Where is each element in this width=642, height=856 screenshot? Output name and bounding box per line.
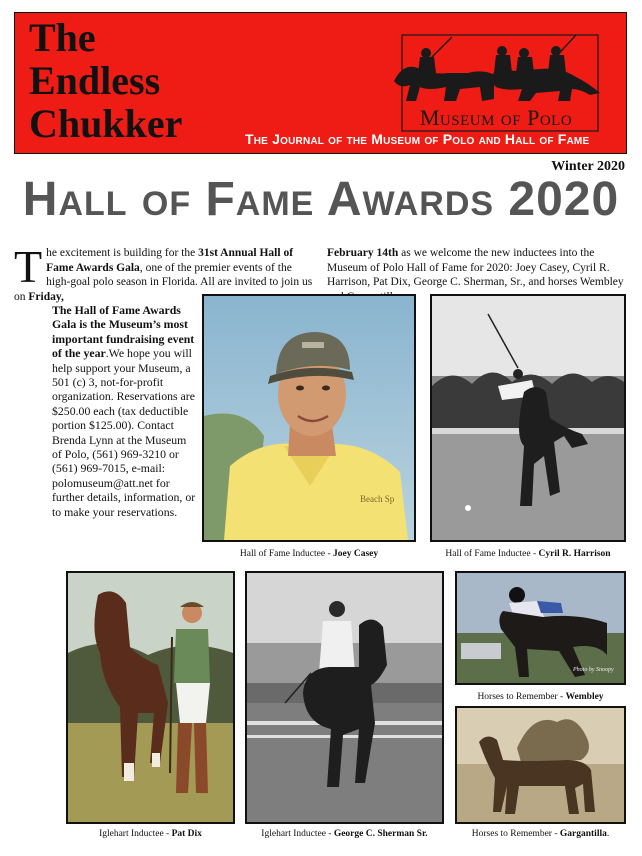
- caption-suffix: .: [606, 829, 610, 839]
- logo-text: Museum of Polo: [419, 105, 573, 130]
- masthead-subtitle: The Journal of the Museum of Polo and Hall of Fame: [245, 131, 590, 147]
- journal-title-line-3: Chukker: [29, 101, 183, 146]
- caption-george-sherman: [245, 829, 444, 839]
- caption-name: Cyril R. Harrison: [538, 549, 611, 559]
- photo-pat-dix: [66, 571, 235, 824]
- caption-gargantilla: [455, 829, 626, 839]
- issue-date: Winter 2020: [551, 159, 625, 174]
- photo-george-sherman: [245, 571, 444, 824]
- photo-cyril-harrison: [430, 294, 626, 542]
- headline: Hall of Fame Awards 2020: [22, 173, 620, 226]
- intro-text-a: he excitement is building for the: [46, 247, 199, 259]
- intro-day: Friday,: [28, 290, 64, 303]
- caption-prefix: Horses to Remember -: [477, 692, 566, 702]
- gala-info-text: .We hope you will help support your Museum, a 501 (c) 3, not-for-profit organization. Reservations are $250.00 each (tax deductible portion $125.00). Contact Brenda Lynn at the Museum of Polo, (561) 969-3210 or (561) 969-7015, e-mail: polomuseum@att.net for further details, information, or to make your reservations.: [52, 346, 196, 519]
- masthead: [14, 12, 627, 154]
- caption-name: George C. Sherman Sr.: [333, 829, 428, 839]
- gala-info: [52, 303, 198, 519]
- caption-joey-casey: [202, 549, 416, 559]
- intro-text-b: , one of the premier events of the high-goal polo season in Florida. All are invited to join us on: [14, 261, 313, 303]
- shirt-logo-text: Beach Sp: [360, 494, 395, 504]
- photo-credit: Photo by Snoopy: [573, 667, 614, 673]
- journal-title: [29, 16, 182, 145]
- caption-pat-dix: [66, 829, 235, 839]
- caption-wembley: [455, 692, 626, 702]
- caption-prefix: Hall of Fame Inductee -: [239, 549, 333, 559]
- caption-prefix: Iglehart Inductee -: [261, 829, 334, 839]
- caption-name: Joey Casey: [333, 549, 379, 559]
- caption-prefix: Hall of Fame Inductee -: [445, 549, 539, 559]
- museum-of-polo-logo: [390, 29, 600, 135]
- caption-prefix: Horses to Remember -: [471, 829, 560, 839]
- caption-prefix: Iglehart Inductee -: [99, 829, 172, 839]
- photo-gargantilla: [455, 706, 626, 824]
- drop-cap: T: [14, 241, 43, 292]
- intro-text-c: as we welcome the new inductees into the Museum of Polo Hall of Fame for 2020: Joey Casey, Cyril R. Harrison, Pat Dix, George C. Sherman, Sr., and horses Wembley: [327, 247, 624, 288]
- journal-title-line-2: Endless: [29, 58, 161, 103]
- caption-name: Gargantilla: [559, 829, 607, 839]
- caption-name: Wembley: [565, 692, 604, 702]
- gala-info-bold: The Hall of Fame Awards Gala is the Museum’s most important fundraising event of the year: [52, 303, 195, 361]
- journal-title-line-1: The: [29, 15, 96, 60]
- intro-date: February 14th: [327, 247, 399, 259]
- photo-wembley: [455, 571, 626, 685]
- caption-cyril-harrison: [430, 549, 626, 559]
- caption-name: Pat Dix: [171, 829, 202, 839]
- intro-gala-name: 31st Annual Hall of Fame Awards Gala: [46, 247, 294, 274]
- photo-joey-casey: [202, 294, 416, 542]
